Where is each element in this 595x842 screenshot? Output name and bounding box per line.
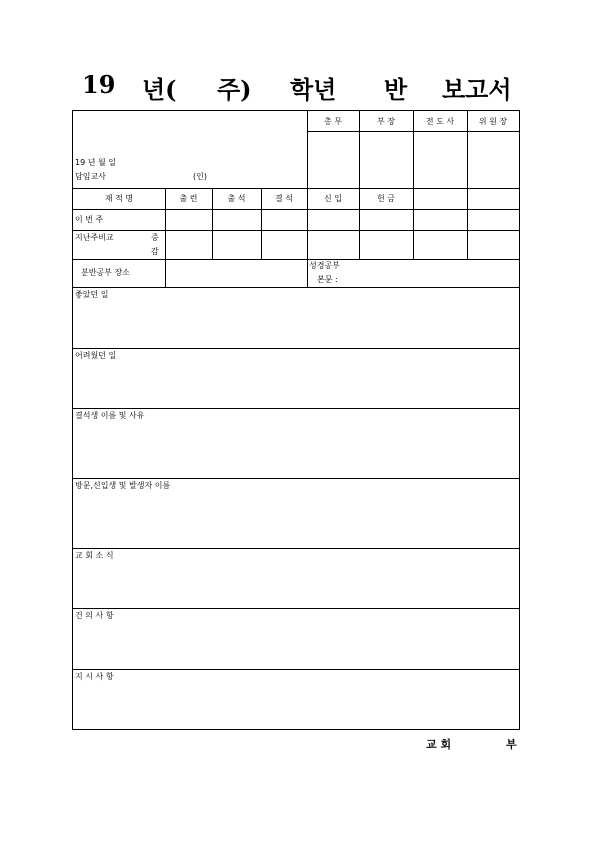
section-difficulties: 어려웠던 일 [75, 351, 117, 360]
section-church-news: 교 회 소 식 [75, 551, 114, 560]
teacher-seal: (인) [193, 172, 207, 181]
approval-sign-chongmu[interactable] [308, 132, 358, 187]
stat-header-new: 신 입 [324, 194, 342, 203]
bible-study-label: 성경공부 [309, 261, 340, 270]
section-suggestions: 건 의 사 항 [75, 611, 114, 620]
teacher-label: 담임교사 [75, 172, 106, 181]
bible-passage-label: 본문 : [317, 275, 338, 284]
footer-church: 교 회 [426, 738, 452, 751]
row-compare-increase: 증 [151, 233, 159, 242]
report-form [72, 110, 520, 730]
section-absentees: 결석생 이름 및 사유 [75, 411, 145, 420]
date-line[interactable]: 19 년 월 일 [75, 158, 116, 167]
stat-header-jaejeok: 재 적 명 [104, 194, 134, 203]
title-class: 반 [384, 75, 408, 104]
study-place-label: 분반공부 장소 [81, 268, 130, 277]
approval-sign-jeondosa[interactable] [414, 132, 466, 187]
row-compare-label: 지난주비교 [75, 233, 114, 242]
row-compare-decrease: 감 [151, 247, 159, 256]
approval-bujang: 부 장 [377, 117, 395, 126]
approval-chongmu: 총 무 [324, 117, 342, 126]
title-year-suffix: 년( [142, 75, 177, 104]
approval-sign-bujang[interactable] [360, 132, 412, 187]
title-week: 주) [217, 75, 252, 104]
row-this-week: 이 번 주 [75, 215, 104, 224]
title-year: 19 [82, 70, 116, 99]
title-grade: 학년 [290, 75, 337, 104]
title-report: 보고서 [442, 75, 512, 104]
stat-header-attendance-total: 출 런 [179, 194, 198, 203]
footer-dept: 부 [506, 738, 517, 751]
stat-header-absence: 결 석 [275, 194, 293, 203]
approval-wiwonjang: 위 원 장 [478, 117, 508, 126]
section-good-things: 좋았던 일 [75, 290, 109, 299]
stat-header-offering: 헌 금 [377, 194, 395, 203]
report-title [72, 70, 522, 104]
study-place-field[interactable] [166, 260, 306, 286]
footer-department [426, 736, 522, 752]
section-visitors-newcomers: 방문,신입생 및 발생자 이름 [75, 481, 171, 490]
stat-header-attendance: 출 석 [227, 194, 246, 203]
section-instructions: 지 시 사 항 [75, 672, 114, 681]
approval-jeondosa: 전 도 사 [425, 117, 455, 126]
approval-sign-wiwonjang[interactable] [468, 132, 518, 187]
